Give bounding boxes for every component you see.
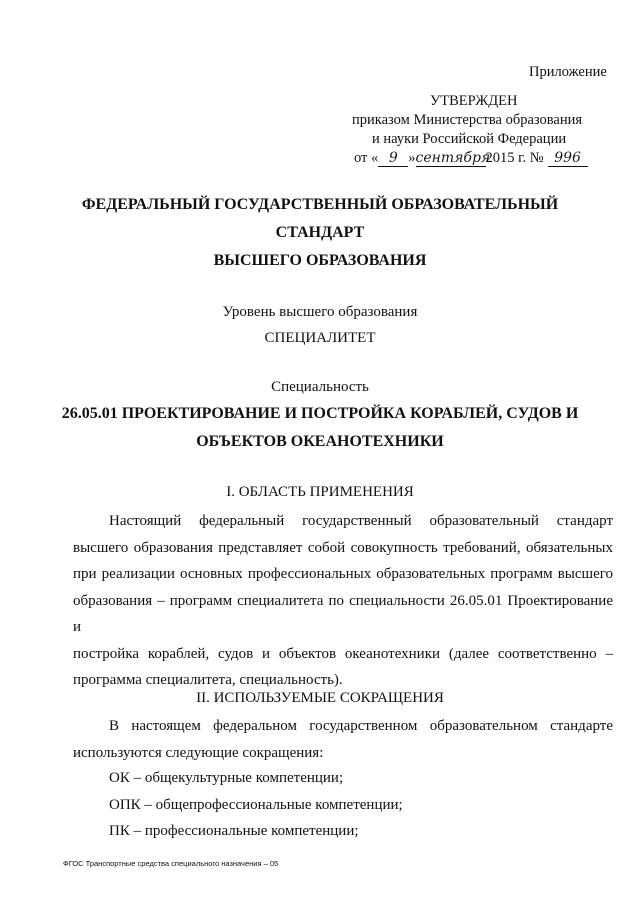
date-prefix: от « xyxy=(354,150,379,166)
date-month: сентября xyxy=(415,150,491,166)
paragraph-line: В настоящем федеральном государственном образовательном стандарте xyxy=(109,718,613,734)
paragraph-line: используются следующие сокращения: xyxy=(73,744,324,761)
specialty-title-line-1: 26.05.01 ПРОЕКТИРОВАНИЕ И ПОСТРОЙКА КОРАБЛЕЙ, СУДОВ И xyxy=(61,405,579,422)
abbreviation-item: ПК – профессиональные компетенции; xyxy=(109,823,359,839)
abbreviation-item: ОПК – общепрофессиональные компетенции; xyxy=(109,797,403,813)
abbreviation-item: ОК – общекультурные компетенции; xyxy=(109,770,344,786)
education-level-label: Уровень высшего образования xyxy=(222,304,418,320)
order-line-1: приказом Министерства образования xyxy=(352,112,583,128)
paragraph-line: образования – программ специалитета по специальности 26.05.01 Проектирование и xyxy=(73,592,613,635)
paragraph-line: высшего образования представляет собой совокупность требований, обязательных xyxy=(73,539,613,556)
section-1-heading: I. ОБЛАСТЬ ПРИМЕНЕНИЯ xyxy=(226,484,414,500)
appendix-label: Приложение xyxy=(529,64,607,80)
date-mid: » xyxy=(408,150,416,166)
specialty-title-line-2: ОБЪЕКТОВ ОКЕАНОТЕХНИКИ xyxy=(196,433,444,450)
paragraph-line: при реализации основных профессиональных образовательных программ высшего xyxy=(73,566,613,582)
paragraph-line: Настоящий федеральный государственный образовательный стандарт xyxy=(109,513,613,529)
section-1-paragraph xyxy=(73,508,613,694)
section-2-heading: II. ИСПОЛЬЗУЕМЫЕ СОКРАЩЕНИЯ xyxy=(196,690,444,706)
specialty-label: Специальность xyxy=(271,379,369,395)
section-2-paragraph xyxy=(73,713,613,766)
paragraph-line: программа специалитета, специальность). xyxy=(73,672,343,688)
date-year: 2015 г. № xyxy=(485,150,544,166)
document-title-line-3: ВЫСШЕГО ОБРАЗОВАНИЯ xyxy=(213,252,427,269)
document-title-line-2: СТАНДАРТ xyxy=(275,224,365,241)
education-level-value: СПЕЦИАЛИТЕТ xyxy=(264,330,376,346)
document-title-line-1: ФЕДЕРАЛЬНЫЙ ГОСУДАРСТВЕННЫЙ ОБРАЗОВАТЕЛЬНЫЙ xyxy=(81,196,559,213)
approved-label: УТВЕРЖДЕН xyxy=(430,93,518,109)
date-day: 9 xyxy=(378,150,408,167)
order-date-line xyxy=(354,150,588,167)
order-number: 996 xyxy=(548,150,588,167)
page-footer: ФГОС Транспортные средства специального назначения – 05 xyxy=(63,859,279,868)
paragraph-line: постройка кораблей, судов и объектов океанотехники (далее соответственно – xyxy=(73,645,613,662)
order-line-2: и науки Российской Федерации xyxy=(372,131,567,147)
